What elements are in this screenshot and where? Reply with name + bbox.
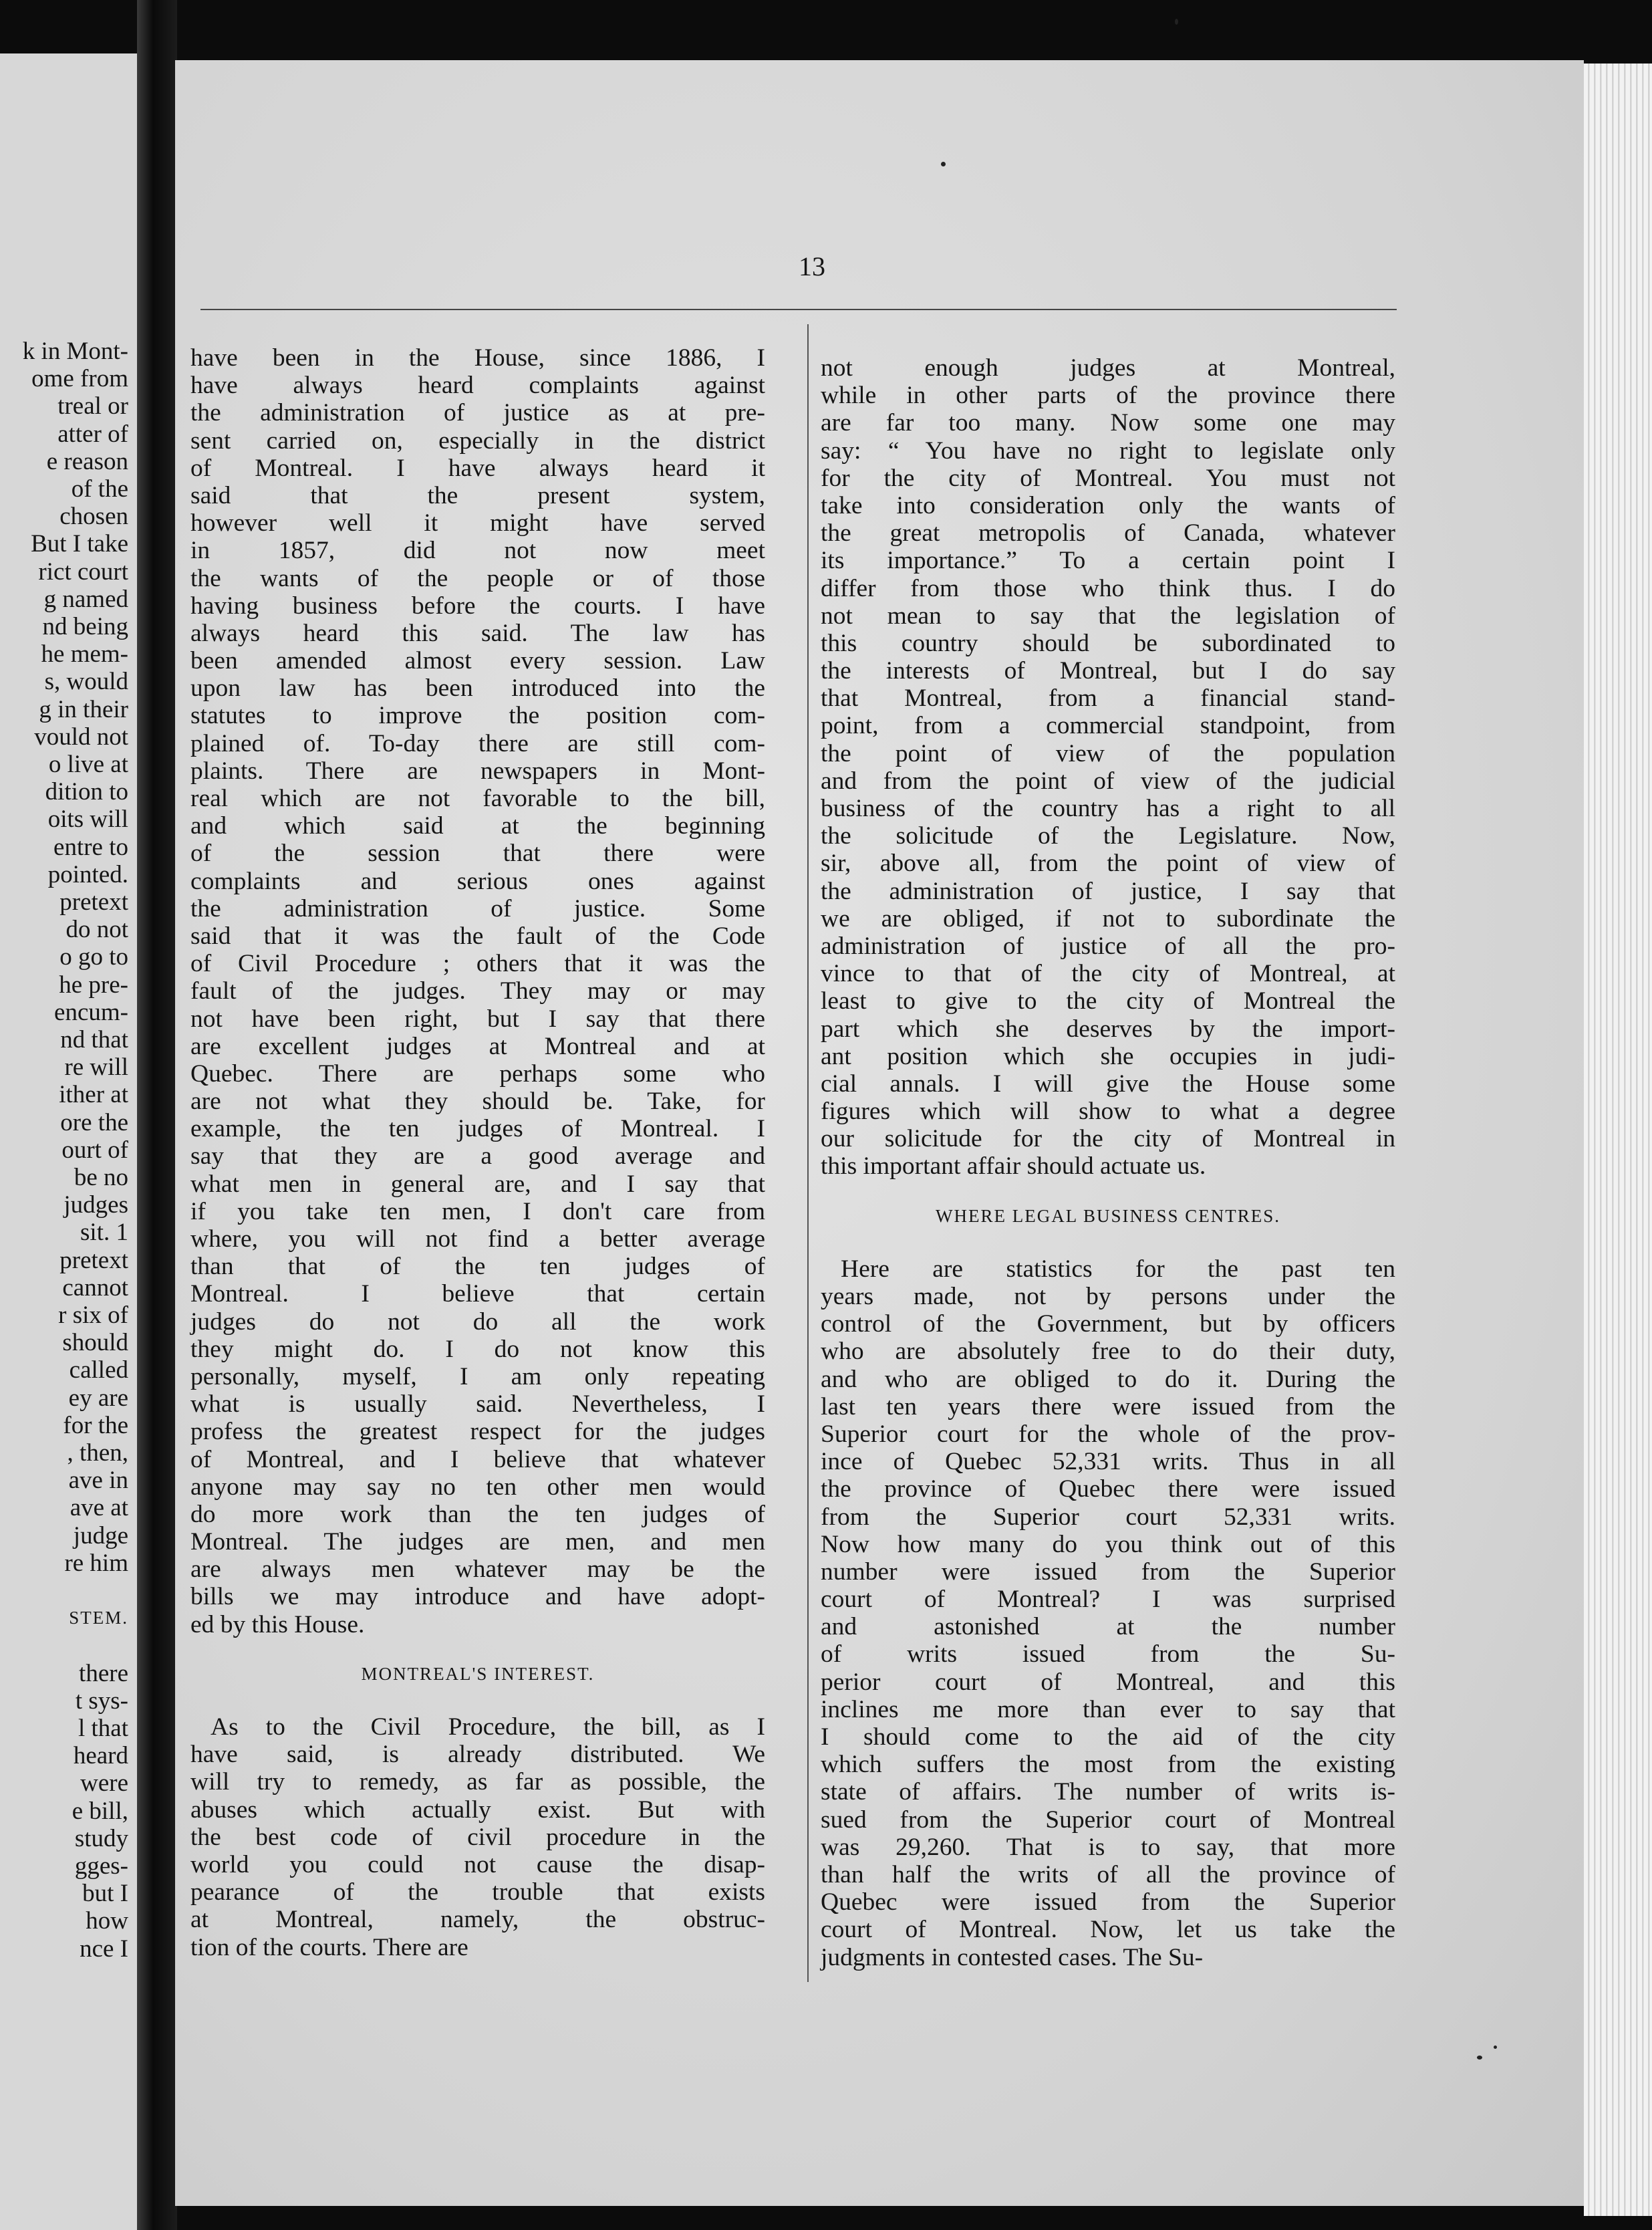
text-line: point, from a commercial standpoint, from — [821, 712, 1395, 740]
facing-page-line: but I — [82, 1880, 128, 1908]
text-line: have said, is already distributed. We — [190, 1741, 765, 1769]
text-line: administration of justice of all the pro- — [821, 932, 1395, 960]
page-edges — [1584, 64, 1652, 2216]
text-line: plaints. There are newspapers in Mont- — [190, 757, 765, 785]
facing-page-fragment — [0, 53, 140, 2230]
text-line: having business before the courts. I have — [190, 592, 765, 620]
text-line: business of the country has a right to all — [821, 795, 1395, 822]
text-line: Now how many do you think out of this — [821, 1530, 1395, 1558]
text-line: however well it might have served — [190, 509, 765, 537]
text-line: while in other parts of the province there — [821, 382, 1395, 410]
text-line: part which she deserves by the import- — [821, 1015, 1395, 1043]
text-line: and who are obliged to do it. During the — [821, 1365, 1395, 1393]
facing-page-line: how — [86, 1907, 128, 1935]
text-line: this important affair should actuate us. — [821, 1152, 1206, 1181]
facing-page-line: s, would — [44, 668, 128, 696]
text-line: always heard this said. The law has — [190, 619, 765, 647]
facing-page-line: heard — [73, 1742, 128, 1770]
text-line: in 1857, did not now meet — [190, 537, 765, 565]
text-line: Quebec were issued from the Superior — [821, 1888, 1395, 1916]
facing-page-line: k in Mont- — [22, 338, 128, 365]
facing-page-line: nce I — [80, 1935, 128, 1963]
text-line: are excellent judges at Montreal and at — [190, 1032, 765, 1060]
text-line: they might do. I do not know this — [190, 1335, 765, 1363]
text-line: the best code of civil procedure in the — [190, 1823, 765, 1851]
text-line: the wants of the people or of those — [190, 564, 765, 592]
text-line: this country should be subordinated to — [821, 629, 1395, 657]
facing-page-line: o live at — [48, 751, 128, 778]
text-line: control of the Government, but by officers — [821, 1310, 1395, 1338]
text-line: pearance of the trouble that exists — [190, 1878, 765, 1906]
facing-page-line: were — [80, 1769, 128, 1798]
text-line: fault of the judges. They may or may — [190, 977, 765, 1005]
text-line: number were issued from the Superior — [821, 1558, 1395, 1586]
text-line: upon law has been introduced into the — [190, 674, 765, 703]
facing-page-line: gges- — [74, 1852, 128, 1880]
facing-page-line: ore the — [60, 1108, 128, 1136]
facing-page-line: e bill, — [72, 1797, 128, 1825]
text-line: perior court of Montreal, and this — [821, 1668, 1395, 1696]
facing-page-line: nd being — [42, 613, 128, 640]
text-line: say that they are a good average and — [190, 1142, 765, 1170]
text-line: years made, not by persons under the — [821, 1283, 1395, 1310]
text-line: and astonished at the number — [821, 1613, 1395, 1641]
text-line: not mean to say that the legislation of — [821, 602, 1395, 630]
text-line: been amended almost every session. Law — [190, 647, 765, 675]
text-line: least to give to the city of Montreal the — [821, 987, 1395, 1015]
facing-page-line: he pre- — [59, 971, 128, 999]
text-line: statutes to improve the position com- — [190, 702, 765, 730]
facing-page-line: l that — [78, 1715, 128, 1742]
facing-page-line: re will — [64, 1054, 128, 1082]
text-line: abuses which actually exist. But with — [190, 1795, 765, 1824]
text-line: plained of. To-day there are still com- — [190, 729, 765, 757]
text-line: world you could not cause the disap- — [190, 1850, 765, 1878]
text-line: if you take ten men, I don't care from — [190, 1197, 765, 1225]
text-line: say: “ You have no right to legislate only — [821, 437, 1395, 465]
facing-page-line: o go to — [59, 943, 128, 971]
text-line: Superior court for the whole of the prov- — [821, 1420, 1395, 1448]
text-line: not enough judges at Montreal, — [821, 354, 1395, 382]
text-line: Montreal. I believe that certain — [190, 1280, 765, 1308]
text-line: for the city of Montreal. You must not — [821, 464, 1395, 492]
text-line: the administration of justice, I say that — [821, 877, 1395, 905]
text-line: of writs issued from the Su- — [821, 1640, 1395, 1668]
facing-page-line: g named — [43, 585, 128, 613]
facing-page-line: do not — [65, 916, 128, 944]
text-line: differ from those who think thus. I do — [821, 574, 1395, 602]
facing-page-line: But I take — [31, 530, 128, 558]
text-line: judgments in contested cases. The Su- — [821, 1943, 1204, 1971]
facing-page-line: r six of — [58, 1302, 128, 1329]
text-line: are not what they should be. Take, for — [190, 1088, 765, 1116]
text-line: sir, above all, from the point of view of — [821, 850, 1395, 878]
facing-page-line: atter of — [57, 420, 128, 448]
text-line: where, you will not find a better average — [190, 1225, 765, 1253]
facing-page-line: called — [69, 1356, 128, 1384]
right-column — [821, 354, 1395, 1971]
section-heading: WHERE LEGAL BUSINESS CENTRES. — [936, 1205, 1280, 1226]
text-line: who are absolutely free to do their duty, — [821, 1338, 1395, 1366]
facing-page-line: for the — [63, 1411, 128, 1439]
facing-page-line: treal or — [57, 392, 128, 420]
facing-page-line: he mem- — [41, 640, 128, 668]
book-gutter — [137, 0, 177, 2230]
ink-speck — [1477, 2056, 1482, 2060]
text-line: Quebec. There are perhaps some who — [190, 1060, 765, 1088]
text-line: the administration of justice as at pre- — [190, 399, 765, 427]
text-line: at Montreal, namely, the obstruc- — [190, 1906, 765, 1934]
facing-page-line: judge — [73, 1521, 128, 1550]
text-line: tion of the courts. There are — [190, 1933, 468, 1961]
text-line: bills we may introduce and have adopt- — [190, 1583, 765, 1611]
header-rule — [200, 309, 1397, 310]
text-line: I should come to the aid of the city — [821, 1723, 1395, 1751]
ink-speck — [1494, 2046, 1497, 2049]
facing-page-line: t sys- — [75, 1687, 128, 1715]
text-line: example, the ten judges of Montreal. I — [190, 1115, 765, 1143]
facing-page-line: pretext — [59, 888, 128, 916]
ink-speck — [941, 162, 946, 166]
text-line: vince to that of the city of Montreal, at — [821, 960, 1395, 988]
text-line: was 29,260. That is to say, that more — [821, 1833, 1395, 1861]
text-line: from the Superior court 52,331 writs. — [821, 1503, 1395, 1531]
text-line: our solicitude for the city of Montreal in — [821, 1125, 1395, 1153]
text-line: and from the point of view of the judicial — [821, 767, 1395, 795]
facing-page-line: be no — [74, 1164, 128, 1191]
text-line: ince of Quebec 52,331 writs. Thus in all — [821, 1448, 1395, 1476]
facing-page-line: , then, — [67, 1439, 128, 1467]
facing-page-line: vould not — [34, 723, 128, 751]
text-line: the province of Quebec there were issued — [821, 1475, 1395, 1503]
text-line: are always men whatever may be the — [190, 1556, 765, 1584]
text-line: its importance.” To a certain point I — [821, 547, 1395, 575]
text-line: the point of view of the population — [821, 739, 1395, 767]
text-line: we are obliged, if not to subordinate the — [821, 904, 1395, 933]
text-line: profess the greatest respect for the judges — [190, 1418, 765, 1446]
text-line: of Montreal, and I believe that whatever — [190, 1445, 765, 1473]
text-line: of the session that there were — [190, 840, 765, 868]
text-line: the solicitude of the Legislature. Now, — [821, 822, 1395, 850]
section-heading: MONTREAL'S INTEREST. — [361, 1663, 595, 1684]
left-column — [190, 344, 765, 1961]
text-line: Here are statistics for the past ten — [841, 1255, 1395, 1283]
ink-speck — [1175, 19, 1178, 25]
text-line: that Montreal, from a financial stand- — [821, 685, 1395, 713]
facing-page-line: ome from — [31, 365, 128, 393]
text-line: than that of the ten judges of — [190, 1253, 765, 1281]
text-line: ant position which she occupies in judi- — [821, 1042, 1395, 1070]
text-line: what is usually said. Nevertheless, I — [190, 1390, 765, 1418]
facing-page-line: ave at — [70, 1494, 128, 1522]
text-line: anyone may say no ten other men would — [190, 1473, 765, 1501]
facing-page-line: STEM. — [69, 1608, 128, 1628]
facing-page-line: ave in — [68, 1467, 128, 1495]
text-line: which suffers the most from the existing — [821, 1751, 1395, 1779]
text-line: judges do not do all the work — [190, 1308, 765, 1336]
facing-page-line: nd that — [60, 1026, 128, 1054]
text-line: of Montreal. I have always heard it — [190, 454, 765, 482]
facing-page-line: re him — [64, 1549, 128, 1577]
text-line: will try to remedy, as far as possible, the — [190, 1768, 765, 1796]
facing-page-line: pretext — [59, 1246, 128, 1274]
text-line: what men in general are, and I say that — [190, 1170, 765, 1198]
facing-page-line: ourt of — [61, 1136, 128, 1164]
facing-page-line: dition to — [45, 778, 128, 806]
facing-page-line: ey are — [68, 1384, 128, 1412]
text-line: Montreal. The judges are men, and men — [190, 1528, 765, 1556]
text-line: than half the writs of all the province of — [821, 1860, 1395, 1888]
text-line: figures which will show to what a degree — [821, 1098, 1395, 1126]
facing-page-line: chosen — [59, 503, 128, 531]
facing-page-line: encum- — [54, 998, 128, 1026]
text-line: have always heard complaints against — [190, 372, 765, 400]
text-line: complaints and serious ones against — [190, 867, 765, 895]
facing-page-line: ither at — [59, 1081, 128, 1109]
text-line: ed by this House. — [190, 1610, 365, 1638]
text-line: are far too many. Now some one may — [821, 409, 1395, 437]
text-line: sent carried on, especially in the district — [190, 426, 765, 455]
facing-page-line: there — [79, 1659, 128, 1687]
text-line: of Civil Procedure ; others that it was the — [190, 950, 765, 978]
text-line: state of affairs. The number of writs is- — [821, 1778, 1395, 1806]
facing-page-line: sit. 1 — [80, 1219, 128, 1247]
text-line: do more work than the ten judges of — [190, 1500, 765, 1528]
facing-page-line: rict court — [38, 558, 128, 586]
text-line: have been in the House, since 1886, I — [190, 344, 765, 372]
text-line: sued from the Superior court of Montreal — [821, 1806, 1395, 1834]
text-line: As to the Civil Procedure, the bill, as I — [211, 1713, 765, 1741]
text-line: last ten years there were issued from the — [821, 1392, 1395, 1420]
facing-page-line: of the — [71, 475, 128, 503]
facing-page-line: study — [74, 1824, 128, 1852]
facing-page-line: e reason — [46, 447, 128, 475]
column-divider — [807, 324, 809, 1982]
text-line: real which are not favorable to the bill, — [190, 785, 765, 812]
text-line: the interests of Montreal, but I do say — [821, 657, 1395, 685]
facing-page-line: cannot — [62, 1273, 128, 1302]
text-line: court of Montreal? I was surprised — [821, 1586, 1395, 1614]
facing-page-line: should — [62, 1329, 128, 1357]
facing-page-line: entre to — [53, 833, 128, 861]
facing-page-line: pointed. — [47, 860, 128, 888]
text-line: cial annals. I will give the House some — [821, 1070, 1395, 1098]
text-line: said that it was the fault of the Code — [190, 922, 765, 950]
facing-page-line: judges — [63, 1191, 128, 1219]
text-line: take into consideration only the wants of — [821, 491, 1395, 519]
text-line: and which said at the beginning — [190, 812, 765, 840]
text-line: said that the present system, — [190, 481, 765, 509]
facing-page-line: oits will — [47, 806, 128, 834]
text-line: the great metropolis of Canada, whatever — [821, 519, 1395, 547]
text-line: not have been right, but I say that there — [190, 1005, 765, 1033]
text-line: court of Montreal. Now, let us take the — [821, 1916, 1395, 1944]
text-line: the administration of justice. Some — [190, 894, 765, 922]
text-line: personally, myself, I am only repeating — [190, 1362, 765, 1390]
page-number: 13 — [799, 251, 825, 281]
text-line: inclines me more than ever to say that — [821, 1695, 1395, 1723]
facing-page-line: g in their — [39, 695, 128, 723]
